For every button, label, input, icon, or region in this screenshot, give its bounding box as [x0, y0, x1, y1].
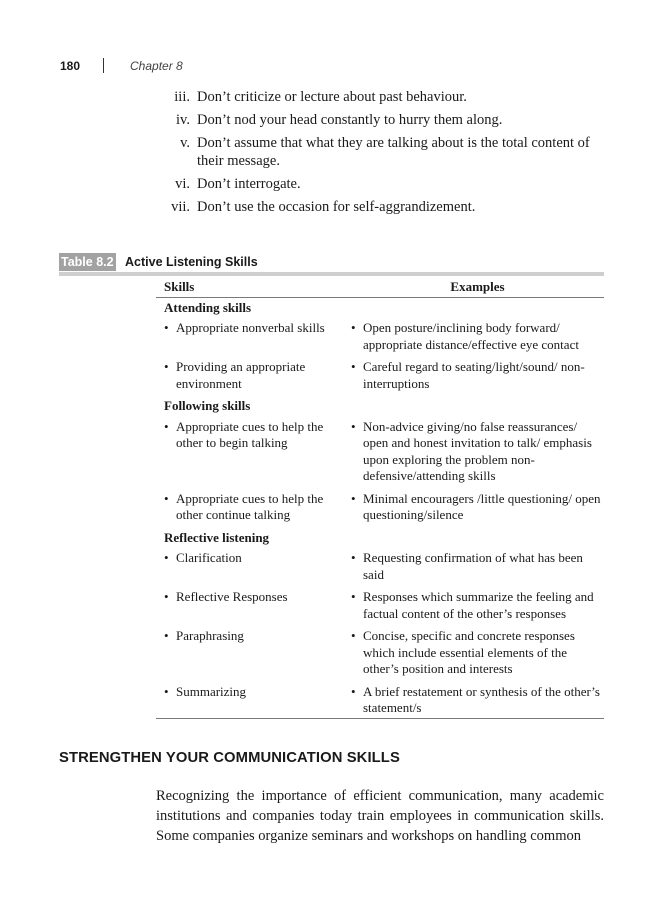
- example-cell: [351, 682, 604, 719]
- list-item: [160, 175, 606, 193]
- group-title: Attending skills: [164, 299, 252, 315]
- example-text: • Open posture/inclining body forward/ appropriate distance/effective eye contact: [351, 320, 604, 353]
- example-text: • A brief restatement or synthesis of the other’s statement/s: [351, 684, 604, 717]
- table-row: [156, 417, 604, 489]
- skill-cell: [156, 417, 351, 489]
- example-cell: [351, 626, 604, 682]
- skill-text: • Appropriate nonverbal skills: [164, 320, 345, 337]
- skill-cell: [156, 318, 351, 357]
- caption-divider: [59, 272, 604, 276]
- example-cell: [351, 587, 604, 626]
- example-cell: [351, 357, 604, 396]
- page-number: 180: [60, 59, 81, 73]
- list-item-text: Don’t nod your head constantly to hurry them along.: [197, 112, 503, 128]
- list-item-text: Don’t interrogate.: [197, 176, 301, 192]
- example-text: • Non-advice giving/no false reassurances/ open and honest invitation to talk/ emphasis upon exploring the problem non-defensive/attending skills: [351, 419, 604, 485]
- list-item: [160, 111, 606, 129]
- skill-cell: [156, 682, 351, 719]
- section-heading: STRENGTHEN YOUR COMMUNICATION SKILLS: [59, 750, 400, 766]
- table-row: [156, 318, 604, 357]
- list-item-text: Don’t criticize or lecture about past behaviour.: [197, 89, 467, 105]
- table-number-badge: Table 8.2: [61, 255, 114, 269]
- list-item-number: iii.: [174, 89, 190, 105]
- skill-text: • Providing an appropriate environment: [164, 359, 345, 392]
- list-item: [160, 88, 606, 106]
- skill-text: • Clarification: [164, 550, 345, 567]
- example-cell: [351, 489, 604, 528]
- table-header-row: [156, 277, 604, 297]
- skill-text: • Summarizing: [164, 684, 345, 701]
- header-divider: [103, 58, 104, 73]
- group-title: Following skills: [164, 398, 251, 413]
- example-text: • Responses which summarize the feeling and factual content of the other’s responses: [351, 589, 604, 622]
- example-text: • Careful regard to seating/light/sound/ non-interruptions: [351, 359, 604, 392]
- example-text: • Concise, specific and concrete responses which include essential elements of the other’s position and interests: [351, 628, 604, 678]
- active-listening-table: [156, 277, 604, 719]
- example-cell: [351, 318, 604, 357]
- list-item-text: Don’t use the occasion for self-aggrandizement.: [197, 199, 476, 215]
- example-cell: [351, 417, 604, 489]
- example-cell: [351, 548, 604, 587]
- skill-cell: [156, 626, 351, 682]
- skill-cell: [156, 548, 351, 587]
- list-item-number: v.: [180, 135, 190, 151]
- dont-list: [160, 88, 606, 221]
- skill-text: • Paraphrasing: [164, 628, 345, 645]
- skill-text: • Appropriate cues to help the other continue talking: [164, 491, 345, 524]
- skill-text: • Appropriate cues to help the other to begin talking: [164, 419, 345, 452]
- skill-cell: [156, 357, 351, 396]
- list-item-number: vii.: [171, 199, 190, 215]
- table-row: [156, 682, 604, 719]
- example-text: • Minimal encouragers /little questioning/ open questioning/silence: [351, 491, 604, 524]
- column-header-skills: Skills: [156, 277, 351, 297]
- table-group-row: [156, 396, 604, 417]
- skill-text: • Reflective Responses: [164, 589, 345, 606]
- table-group-row: [156, 528, 604, 549]
- table-row: [156, 489, 604, 528]
- example-text: • Requesting confirmation of what has been said: [351, 550, 604, 583]
- skill-cell: [156, 489, 351, 528]
- list-item-text: Don’t assume that what they are talking about is the total content of their message.: [197, 135, 590, 169]
- list-item-number: iv.: [176, 112, 190, 128]
- list-item: [160, 134, 606, 170]
- chapter-label: Chapter 8: [130, 59, 183, 73]
- skill-cell: [156, 587, 351, 626]
- column-header-examples: Examples: [351, 277, 604, 297]
- table-row: [156, 357, 604, 396]
- table-title: Active Listening Skills: [125, 255, 258, 269]
- table-group-row: [156, 297, 604, 318]
- list-item: [160, 198, 606, 216]
- table-row: [156, 587, 604, 626]
- group-title: Reflective listening: [164, 529, 270, 545]
- table-row: [156, 548, 604, 587]
- body-paragraph: Recognizing the importance of efficient communication, many academic institutions and companies today train employees in communication skills. Some companies organize seminars and workshops on handling common: [156, 788, 604, 844]
- list-item-number: vi.: [175, 176, 190, 192]
- table-row: [156, 626, 604, 682]
